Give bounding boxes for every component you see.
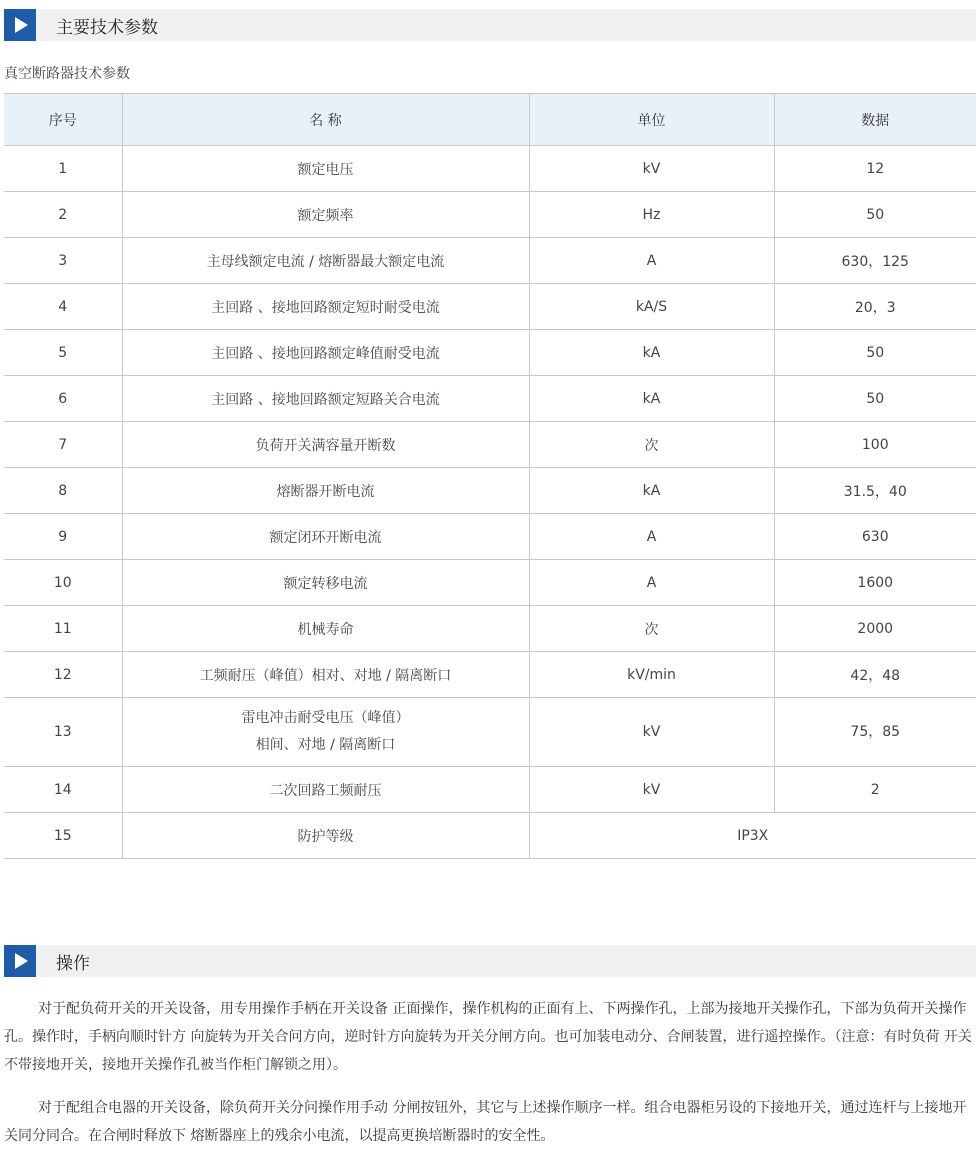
cell-name: 二次回路工频耐压: [122, 767, 529, 813]
cell-unit: A: [529, 514, 774, 560]
table-header-row: [4, 94, 976, 146]
cell-no: 11: [4, 606, 122, 652]
cell-name: 额定频率: [122, 192, 529, 238]
header-no: 序号: [4, 94, 122, 146]
cell-name: 额定闭环开断电流: [122, 514, 529, 560]
cell-name: 熔断器开断电流: [122, 468, 529, 514]
table-row: [4, 767, 976, 813]
cell-data: 630，125: [774, 238, 976, 284]
spec-table: [4, 93, 976, 859]
table-caption: 真空断路器技术参数: [4, 66, 130, 82]
cell-data: 50: [774, 376, 976, 422]
cell-unit: kV: [529, 146, 774, 192]
table-row: [4, 192, 976, 238]
cell-unit: A: [529, 560, 774, 606]
cell-no: 3: [4, 238, 122, 284]
cell-no: 15: [4, 813, 122, 859]
section-header-specs: [4, 9, 976, 41]
cell-no: 5: [4, 330, 122, 376]
cell-unit: kA/S: [529, 284, 774, 330]
cell-unit: kA: [529, 468, 774, 514]
table-row: [4, 422, 976, 468]
cell-no: 7: [4, 422, 122, 468]
cell-name: 防护等级: [122, 813, 529, 859]
cell-name-line2: 相间、对地 / 隔离断口: [255, 737, 396, 753]
cell-data: 31.5，40: [774, 468, 976, 514]
paragraph: 对于配负荷开关的开关设备，用专用操作手柄在开关设备 正面操作，操作机构的正面有上、下两操作孔，上部为接地开关操作孔，下部为负荷开关操作孔。操作时，手柄向顺时针方 向旋转为开关合问方向，逆时针方向旋转为开关分闸方向。也可加装电动分、合闸装置，进行遥控操作。（注意：有时负荷 开关不带接地开关，接地开关操作孔被当作柜门解锁之用）。: [4, 1001, 972, 1073]
cell-unit: 次: [529, 606, 774, 652]
cell-data: 50: [774, 330, 976, 376]
table-row: [4, 330, 976, 376]
cell-unit: kV/min: [529, 652, 774, 698]
cell-unit: 次: [529, 422, 774, 468]
section-header-operation: [4, 945, 976, 977]
cell-data: 1600: [774, 560, 976, 606]
table-row: [4, 698, 976, 767]
cell-name: 主母线额定电流 / 熔断器最大额定电流: [122, 238, 529, 284]
cell-no: 6: [4, 376, 122, 422]
cell-unit-data-merged: IP3X: [529, 813, 976, 859]
cell-data: 50: [774, 192, 976, 238]
paragraph: 对于配组合电器的开关设备，除负荷开关分问操作用手动 分闸按钮外，其它与上述操作顺序一样。组合电器柜另设的下接地开关，通过连杆与上接地开关同分同合。在合闸时释放下 熔断器座上的残余小电流，以提高更换培断器时的安全性。: [4, 1100, 967, 1144]
header-data: 数据: [774, 94, 976, 146]
cell-unit: A: [529, 238, 774, 284]
table-row: [4, 514, 976, 560]
cell-name: 工频耐压（峰值）相对、对地 / 隔离断口: [122, 652, 529, 698]
cell-no: 8: [4, 468, 122, 514]
table-row: [4, 238, 976, 284]
cell-unit: kA: [529, 330, 774, 376]
header-name: 名 称: [122, 94, 529, 146]
cell-name: 额定电压: [122, 146, 529, 192]
cell-data: 2000: [774, 606, 976, 652]
cell-unit: kA: [529, 376, 774, 422]
cell-data: 20，3: [774, 284, 976, 330]
cell-no: 13: [4, 698, 122, 767]
table-row: [4, 376, 976, 422]
table-row: [4, 146, 976, 192]
table-row: [4, 652, 976, 698]
cell-name: 主回路 、接地回路额定短路关合电流: [122, 376, 529, 422]
cell-data: 75，85: [774, 698, 976, 767]
play-triangle-icon: [4, 9, 36, 41]
cell-unit: kV: [529, 767, 774, 813]
table-row: [4, 560, 976, 606]
table-row: [4, 468, 976, 514]
cell-name: 负荷开关满容量开断数: [122, 422, 529, 468]
cell-data: 100: [774, 422, 976, 468]
cell-name: 主回路 、接地回路额定短时耐受电流: [122, 284, 529, 330]
cell-name-line1: 雷电冲击耐受电压（峰值）: [241, 710, 410, 726]
cell-name: 主回路 、接地回路额定峰值耐受电流: [122, 330, 529, 376]
cell-no: 9: [4, 514, 122, 560]
cell-unit: Hz: [529, 192, 774, 238]
cell-data: 2: [774, 767, 976, 813]
cell-no: 1: [4, 146, 122, 192]
cell-no: 4: [4, 284, 122, 330]
cell-unit: kV: [529, 698, 774, 767]
header-unit: 单位: [529, 94, 774, 146]
table-row: [4, 284, 976, 330]
cell-no: 10: [4, 560, 122, 606]
cell-no: 14: [4, 767, 122, 813]
cell-data: 42，48: [774, 652, 976, 698]
table-row: [4, 606, 976, 652]
cell-no: 2: [4, 192, 122, 238]
cell-name: 机械寿命: [122, 606, 529, 652]
section-title: 主要技术参数: [56, 17, 158, 38]
play-triangle-icon: [4, 945, 36, 977]
cell-data: 12: [774, 146, 976, 192]
cell-data: 630: [774, 514, 976, 560]
section-title: 操作: [56, 953, 90, 974]
cell-no: 12: [4, 652, 122, 698]
table-row: [4, 813, 976, 859]
cell-name: 额定转移电流: [122, 560, 529, 606]
cell-name: [122, 698, 529, 767]
